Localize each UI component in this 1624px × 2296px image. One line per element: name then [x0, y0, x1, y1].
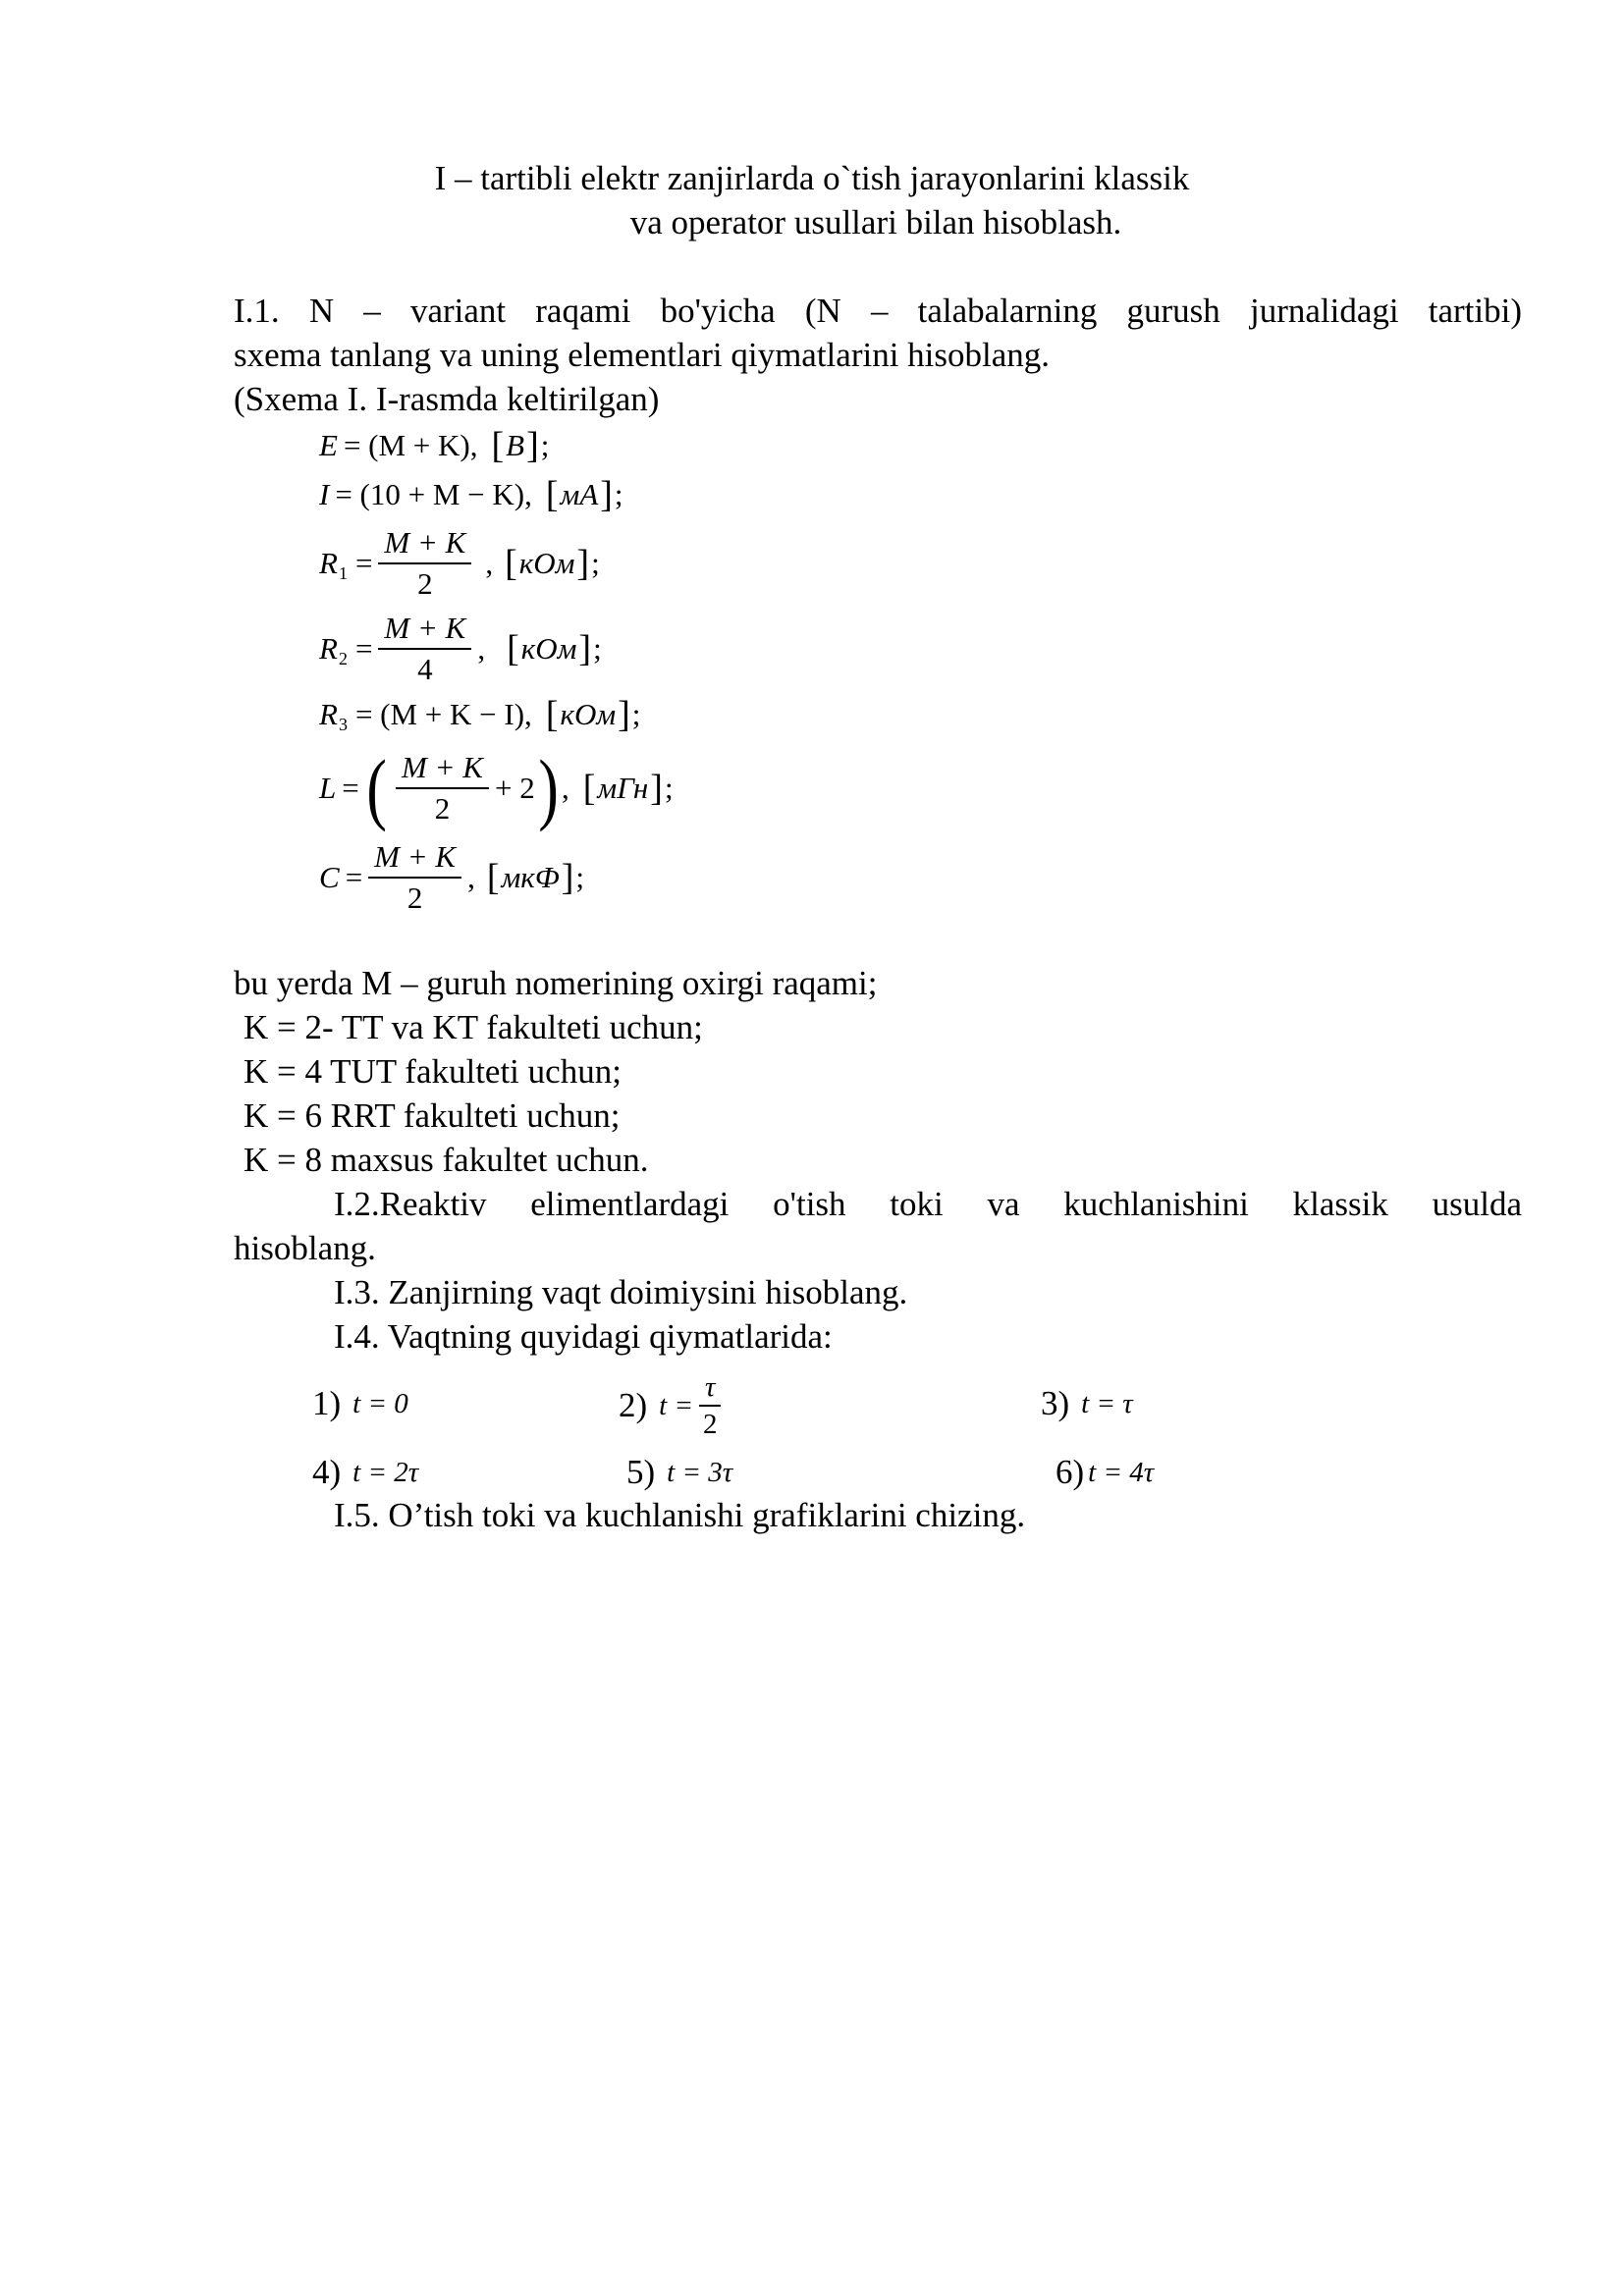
formula-l: L = ( $\frac{M + K}{2}$ + 2 ) , [ мГн ] ;	[319, 743, 674, 832]
time-value-3	[1041, 1382, 1133, 1425]
time-value-2-numerator: τ	[699, 1372, 721, 1407]
formula-r3: R 3 = (M + K − I), [ кОм ] ;	[319, 694, 641, 735]
formula-r2-unit: кОм	[520, 631, 577, 666]
formula-r1-fraction	[378, 526, 471, 601]
formula-r1-denominator: 2	[417, 566, 433, 601]
task-1-line-2: sxema tanlang va uning elementlari qiymatlarini hisoblang.	[234, 336, 1051, 374]
formula-l-plus: + 2	[494, 771, 535, 805]
time-value-3-label: 3)	[1041, 1384, 1070, 1422]
formula-c-lhs: C	[319, 860, 340, 894]
time-value-3-expr: t = τ	[1081, 1387, 1133, 1419]
time-value-5-label: 5)	[626, 1453, 656, 1491]
formula-r2-sub: 2	[338, 648, 348, 668]
formula-r1-lhs: R	[319, 546, 338, 580]
formula-r1: R 1 = $\frac{M + K}{2}$ , [ кОм ] ;	[319, 525, 600, 601]
task-4: I.4. Vaqtning quyidagi qiymatlarida:	[334, 1317, 833, 1356]
time-value-1	[312, 1382, 408, 1425]
formula-r3-lhs: R	[319, 697, 338, 731]
time-value-1-expr: t = 0	[352, 1387, 408, 1419]
task-3: I.3. Zanjirning vaqt doimiysini hisoblang.	[334, 1273, 908, 1311]
formula-e-lhs: E	[319, 428, 338, 462]
formula-r2: R 2 = $\frac{M + K}{4}$ , [ кОм ] ;	[319, 611, 602, 686]
time-value-5	[626, 1451, 732, 1494]
note-k8: K = 8 maxsus fakultet uchun.	[244, 1141, 649, 1179]
formula-r3-sub: 3	[338, 714, 348, 734]
time-value-2-label: 2)	[619, 1386, 648, 1424]
heading-line-1: I – tartibli elektr zanjirlarda o`tish jarayonlarini klassik	[434, 159, 1190, 197]
time-value-1-label: 1)	[312, 1384, 342, 1422]
formula-r2-denominator: 4	[417, 652, 433, 686]
time-value-6	[1056, 1451, 1154, 1494]
formula-r3-unit: кОм	[560, 697, 617, 731]
formula-l-unit: мГн	[597, 771, 649, 805]
formula-e-rhs: = (M + K),	[343, 428, 478, 462]
time-value-4-label: 4)	[312, 1453, 342, 1491]
note-k2: K = 2- TT va KT fakulteti uchun;	[244, 1008, 703, 1046]
formula-i-rhs: = (10 + M − K),	[335, 477, 532, 511]
formula-c-unit: мкФ	[501, 860, 560, 894]
note-k4: K = 4 TUT fakulteti uchun;	[244, 1052, 622, 1091]
task-2-line-1: I.2.Reaktiv elimentlardagi o'tish toki va kuchlanishini klassik usulda	[334, 1185, 1522, 1223]
formula-i-lhs: I	[319, 477, 330, 511]
time-value-2	[619, 1366, 727, 1445]
formula-r1-sub: 1	[338, 562, 348, 583]
formula-c: C = $\frac{M + K}{2}$ , [ мкФ ] ;	[319, 839, 584, 915]
time-value-4	[312, 1451, 418, 1494]
formula-r3-rhs: = (M + K − I),	[354, 697, 532, 731]
formula-l-lhs: L	[319, 771, 337, 805]
time-value-2-fraction	[699, 1372, 721, 1439]
formula-r2-lhs: R	[319, 631, 338, 666]
task-1-line-3: (Sxema I. I-rasmda keltirilgan)	[234, 380, 660, 418]
formula-c-denominator: 2	[406, 881, 423, 915]
formula-i-unit: мА	[560, 477, 599, 511]
formula-r1-numerator: M + K	[378, 526, 471, 564]
formula-c-fraction	[368, 840, 461, 915]
formula-l-fraction	[396, 751, 489, 826]
heading-line-2: va operator usullari bilan hisoblash.	[629, 203, 1122, 241]
note-k6: K = 6 RRT fakulteti uchun;	[244, 1096, 621, 1135]
formula-e-unit: В	[506, 428, 525, 462]
time-value-2-expr: t =	[659, 1389, 694, 1421]
time-value-6-label: 6)	[1056, 1453, 1085, 1491]
formula-e: E = (M + K), [ В ] ;	[319, 425, 550, 466]
formula-l-denominator: 2	[434, 791, 451, 826]
formula-c-numerator: M + K	[368, 840, 461, 879]
formula-l-numerator: M + K	[396, 751, 489, 789]
formula-r1-unit: кОм	[518, 546, 575, 580]
task-2-line-2: hisoblang.	[234, 1229, 376, 1267]
task-5: I.5. O’tish toki va kuchlanishi grafiklarini chizing.	[334, 1496, 1026, 1534]
time-value-2-denominator: 2	[702, 1409, 718, 1440]
formula-r2-numerator: M + K	[378, 612, 471, 650]
formula-r2-fraction	[378, 612, 471, 686]
time-value-6-expr: t = 4τ	[1088, 1456, 1155, 1488]
formula-i: I = (10 + M − K), [ мА ] ;	[319, 474, 623, 515]
note-m: bu yerda M – guruh nomerining oxirgi raqami;	[234, 964, 878, 1002]
task-1-line-1: I.1. N – variant raqami bo'yicha (N – talabalarning gurush jurnalidagi tartibi)	[234, 292, 1522, 330]
time-value-5-expr: t = 3τ	[667, 1456, 733, 1488]
time-value-4-expr: t = 2τ	[352, 1456, 419, 1488]
